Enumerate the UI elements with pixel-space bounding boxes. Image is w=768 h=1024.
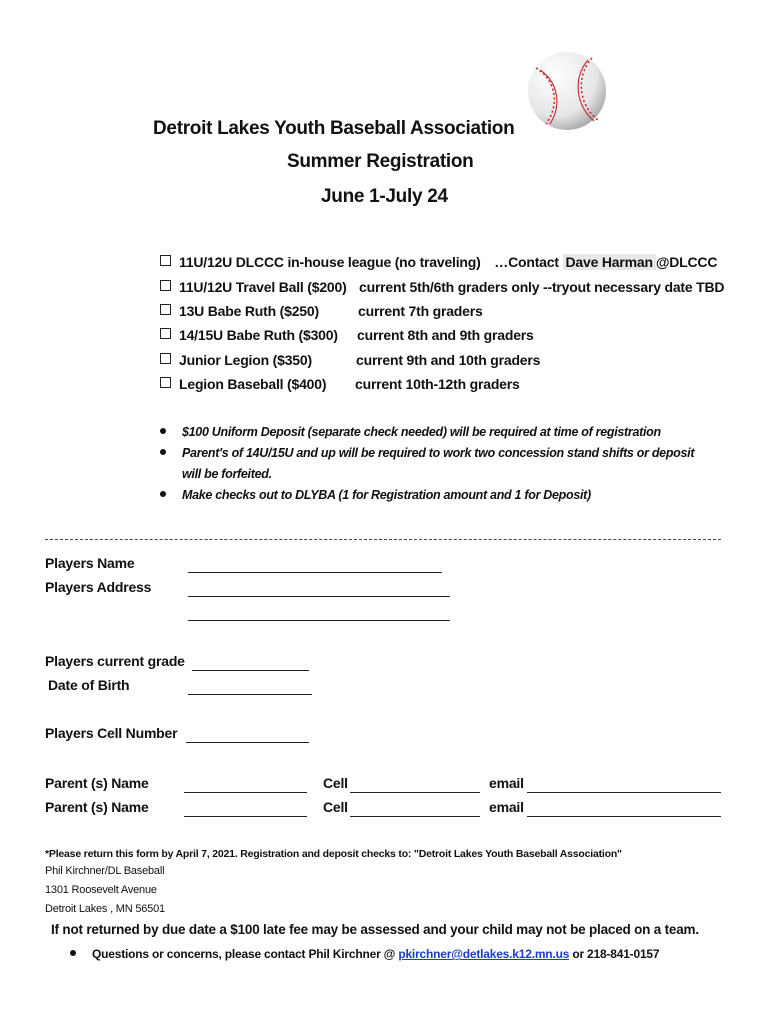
option-junior-legion-detail: current 9th and 10th graders xyxy=(356,352,541,368)
option-legion[interactable]: Legion Baseball ($400) xyxy=(160,376,326,392)
option-14u[interactable]: 14/15U Babe Ruth ($300) xyxy=(160,327,338,343)
parent2-label: Parent (s) Name xyxy=(45,799,149,815)
note-checks: Make checks out to DLYBA (1 for Registration amount and 1 for Deposit) xyxy=(160,488,591,502)
contact-email-link[interactable]: pkirchner@detlakes.k12.mn.us xyxy=(398,947,570,961)
option-inhouse[interactable]: 11U/12U DLCCC in-house league (no traveling) …Contact Dave Harman @DLCCC xyxy=(160,254,717,270)
checkbox-icon[interactable] xyxy=(160,377,171,388)
address-line-2: 1301 Roosevelt Avenue xyxy=(45,884,157,896)
parent1-label: Parent (s) Name xyxy=(45,775,149,791)
bullet-icon xyxy=(160,449,166,455)
parent1-name-field[interactable] xyxy=(184,792,307,793)
org-title: Detroit Lakes Youth Baseball Association xyxy=(153,118,515,139)
current-grade-label: Players current grade xyxy=(45,653,185,669)
address-line-3: Detroit Lakes , MN 56501 xyxy=(45,903,165,915)
questions-line: Questions or concerns, please contact Phil Kirchner @ pkirchner@detlakes.k12.mn.us or 218-841-0157 xyxy=(70,947,659,961)
players-name-label: Players Name xyxy=(45,555,135,571)
parent2-cell-label: Cell xyxy=(323,799,348,815)
checkbox-icon[interactable] xyxy=(160,353,171,364)
cell-number-label: Players Cell Number xyxy=(45,725,178,741)
address-line-1: Phil Kirchner/DL Baseball xyxy=(45,865,165,877)
players-name-field[interactable] xyxy=(188,572,442,573)
option-13u[interactable]: 13U Babe Ruth ($250) xyxy=(160,303,319,319)
parent1-email-field[interactable] xyxy=(527,792,721,793)
bullet-icon xyxy=(160,491,166,497)
option-14u-detail: current 8th and 9th graders xyxy=(357,327,534,343)
late-fee-note: If not returned by due date a $100 late fee may be assessed and your child may not be placed on a team. xyxy=(51,922,699,937)
current-grade-field[interactable] xyxy=(192,670,309,671)
option-travel[interactable]: 11U/12U Travel Ball ($200) xyxy=(160,279,347,295)
baseball-icon xyxy=(526,50,608,132)
note-concession: Parent's of 14U/15U and up will be required to work two concession stand shifts or deposit xyxy=(160,446,694,460)
contact-name: Dave Harman xyxy=(563,254,656,270)
dob-field[interactable] xyxy=(188,694,312,695)
option-legion-detail: current 10th-12th graders xyxy=(355,376,520,392)
dashed-divider xyxy=(45,539,721,540)
players-address-label: Players Address xyxy=(45,579,152,595)
players-address-field-2[interactable] xyxy=(188,620,450,621)
parent2-email-label: email xyxy=(489,799,524,815)
option-junior-legion[interactable]: Junior Legion ($350) xyxy=(160,352,312,368)
parent1-cell-field[interactable] xyxy=(350,792,480,793)
parent2-name-field[interactable] xyxy=(184,816,307,817)
checkbox-icon[interactable] xyxy=(160,255,171,266)
option-travel-detail: current 5th/6th graders only --tryout necessary date TBD xyxy=(359,279,725,295)
cell-number-field[interactable] xyxy=(186,742,309,743)
dob-label: Date of Birth xyxy=(48,677,130,693)
season-title: Summer Registration xyxy=(287,151,474,172)
parent2-cell-field[interactable] xyxy=(350,816,480,817)
parent1-cell-label: Cell xyxy=(323,775,348,791)
return-note: *Please return this form by April 7, 2021. Registration and deposit checks to: "Detroit Lakes Youth Baseball Association" xyxy=(45,848,622,860)
bullet-icon xyxy=(70,950,76,956)
option-13u-detail: current 7th graders xyxy=(358,303,483,319)
bullet-icon xyxy=(160,428,166,434)
note-concession-cont: will be forfeited. xyxy=(182,467,272,481)
parent2-email-field[interactable] xyxy=(527,816,721,817)
checkbox-icon[interactable] xyxy=(160,280,171,291)
parent1-email-label: email xyxy=(489,775,524,791)
checkbox-icon[interactable] xyxy=(160,304,171,315)
players-address-field-1[interactable] xyxy=(188,596,450,597)
note-uniform: $100 Uniform Deposit (separate check needed) will be required at time of registration xyxy=(160,425,661,439)
checkbox-icon[interactable] xyxy=(160,328,171,339)
dates-title: June 1-July 24 xyxy=(321,186,448,207)
